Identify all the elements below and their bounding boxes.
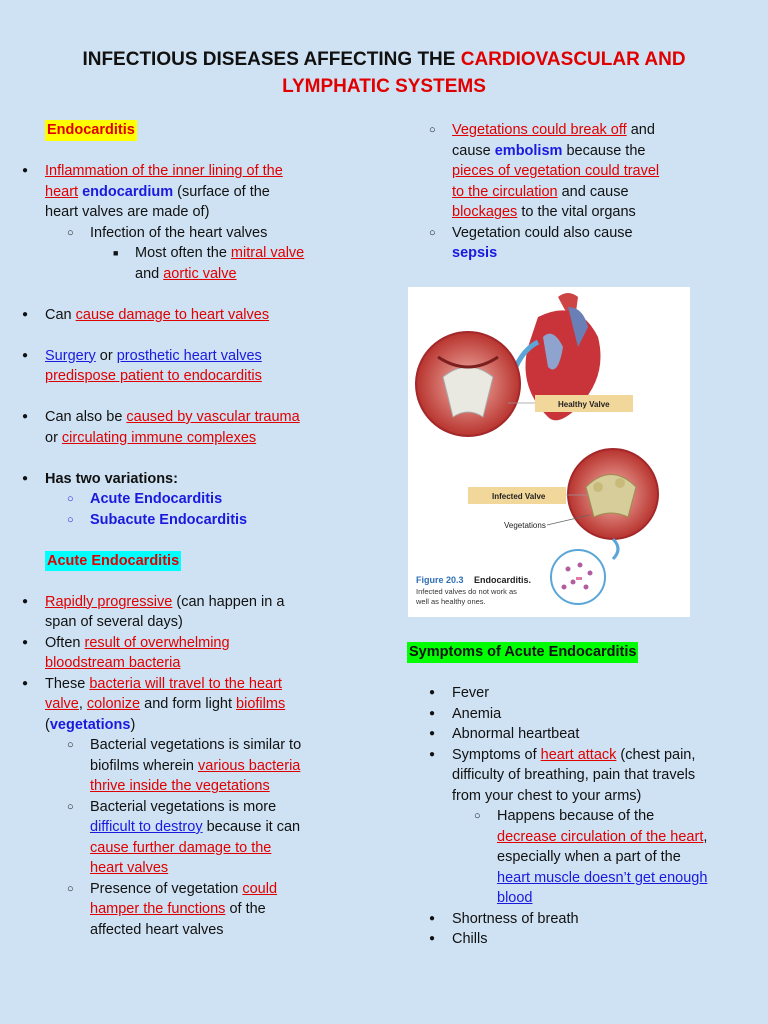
right-column-bottom <box>407 642 757 950</box>
list-item: ● Can also be caused by vascular trauma or circulating immune complexes <box>0 407 385 448</box>
list-item: ○ Vegetation could also cause sepsis <box>362 223 762 264</box>
list-item: ● Symptoms of heart attack (chest pain, difficulty of breathing, pain that travels from your chest to your arms) <box>407 745 757 807</box>
list-item: ● Abnormal heartbeat <box>407 724 757 745</box>
healthy-valve-label: Healthy Valve <box>558 400 610 409</box>
list-item: ● Shortness of breath <box>407 909 757 930</box>
list-item: ○ Infection of the heart valves <box>0 223 385 244</box>
symptoms-heading: Symptoms of Acute Endocarditis <box>407 642 638 663</box>
list-item: ● Rapidly progressive (can happen in a span of several days) <box>0 592 385 633</box>
list-item: ● These bacteria will travel to the heart valve, colonize and form light biofilms (vegetations) <box>0 674 385 736</box>
list-item: ● Chills <box>407 929 757 950</box>
endocarditis-figure <box>408 287 690 617</box>
list-item: ● Surgery or prosthetic heart valves predispose patient to endocarditis <box>0 346 385 387</box>
list-item: ● Anemia <box>407 704 757 725</box>
list-item: ○ Acute Endocarditis <box>0 489 385 510</box>
vegetations-label: Vegetations <box>504 521 546 530</box>
figure-caption-2: well as healthy ones. <box>416 597 486 606</box>
page-title <box>20 46 748 100</box>
list-item: ○ Presence of vegetation could hamper the functions of the affected heart valves <box>0 879 385 941</box>
title-black: INFECTIOUS DISEASES AFFECTING THE <box>82 49 461 70</box>
figure-number: Figure 20.3 <box>416 575 464 585</box>
list-item: ○ Bacterial vegetations is similar to biofilms wherein various bacteria thrive inside the vegetations <box>0 735 385 797</box>
figure-caption-1: Infected valves do not work as <box>416 587 517 596</box>
list-item: ○ Happens because of the decrease circulation of the heart, especially when a part of the heart muscle doesn’t get enough blood <box>407 806 757 909</box>
list-item: ■ Most often the mitral valve and aortic valve <box>0 243 385 284</box>
list-item: ● Inflammation of the inner lining of the heart endocardium (surface of the heart valves are made of) <box>0 161 385 223</box>
infected-valve-label: Infected Valve <box>492 492 546 501</box>
list-item: ● Can cause damage to heart valves <box>0 305 385 326</box>
list-item: ● Fever <box>407 683 757 704</box>
list-item: ○ Vegetations could break off and cause embolism because the pieces of vegetation could travel to the circulation and cause blockages to the vital organs <box>362 120 762 223</box>
list-item: ○ Subacute Endocarditis <box>0 510 385 531</box>
title-red-1: CARDIOVASCULAR AND <box>460 49 686 70</box>
figure-title: Endocarditis. <box>474 575 532 585</box>
list-item: ● Has two variations: <box>0 469 385 490</box>
acute-endocarditis-heading: Acute Endocarditis <box>45 551 181 572</box>
title-red-2: LYMPHATIC SYSTEMS <box>282 76 486 97</box>
list-item: ○ Bacterial vegetations is more difficult to destroy because it can cause further damage to the heart valves <box>0 797 385 879</box>
left-column <box>45 120 385 940</box>
list-item: ● Often result of overwhelming bloodstream bacteria <box>0 633 385 674</box>
right-column-top <box>452 120 762 264</box>
endocarditis-heading: Endocarditis <box>45 120 137 141</box>
